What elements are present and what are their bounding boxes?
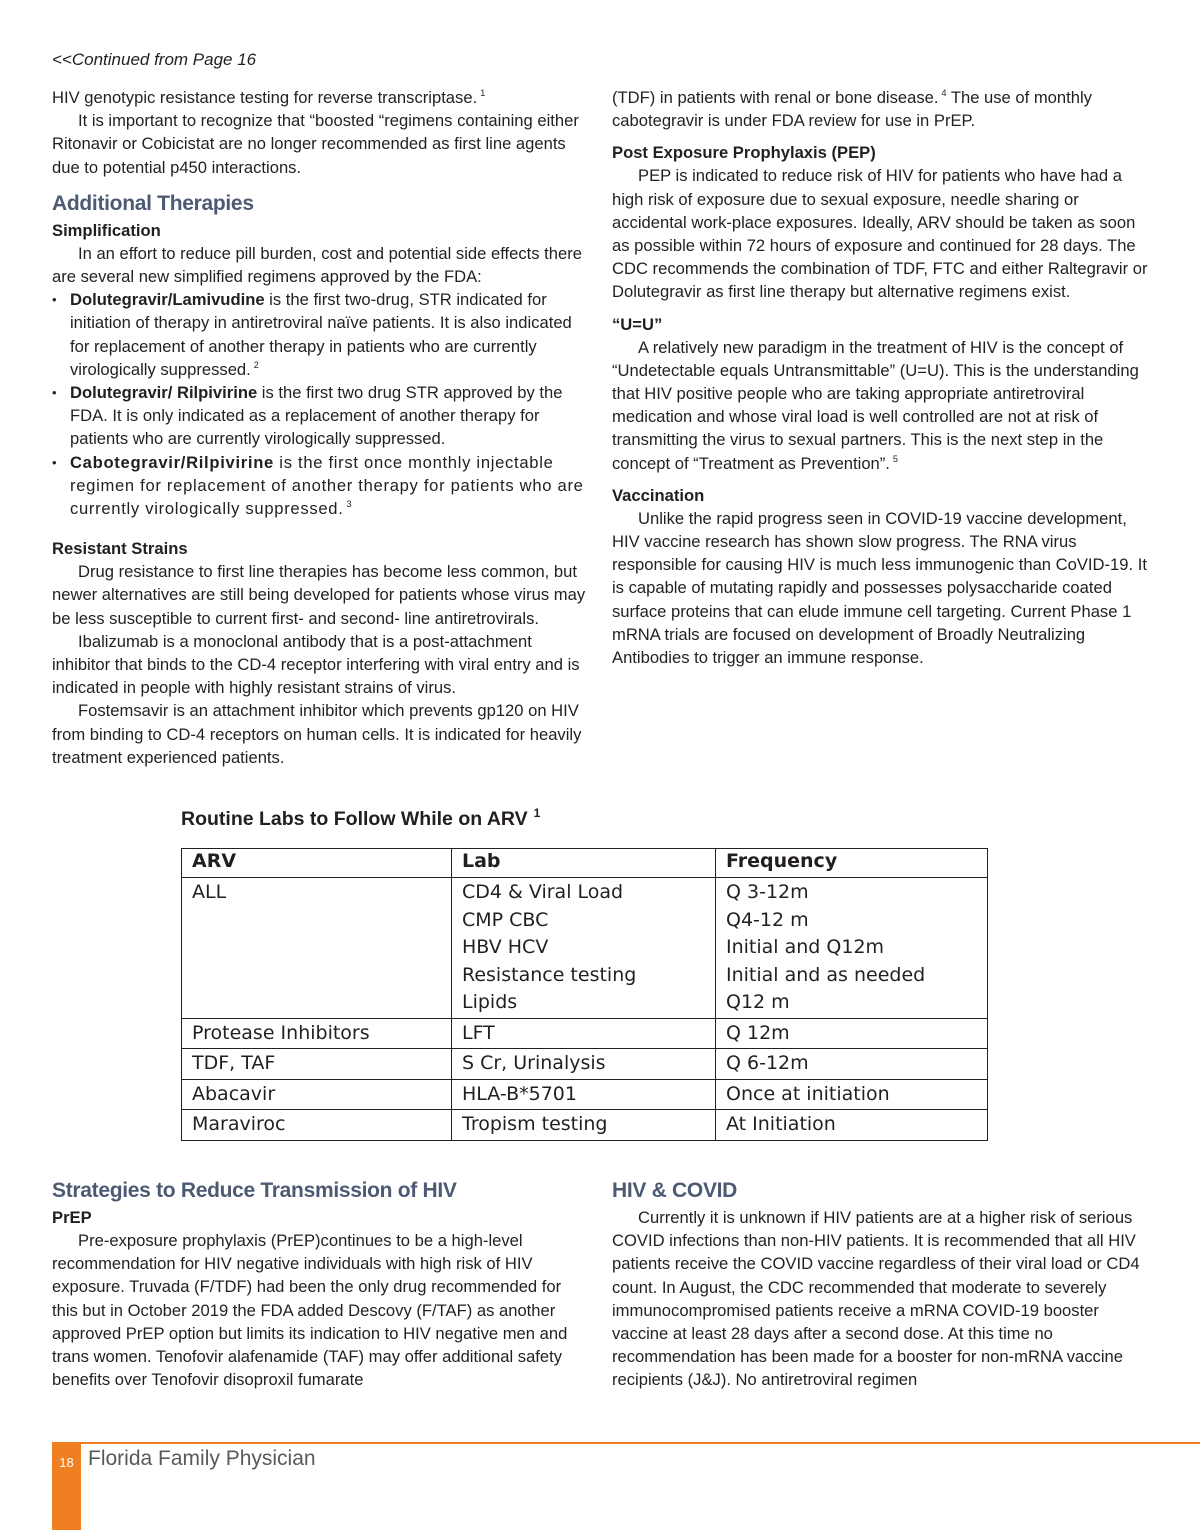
paragraph: Drug resistance to first line therapies has become less common, but newer alternatives are still being developed for patients whose virus may be less susceptible to current first- and second- line antiretrovirals. [52,562,586,628]
frequency-cell: Q 6-12m [716,1049,988,1080]
list-item: • Cabotegravir/Rilpivirine is the first once monthly injectable regimen for replacement of another therapy for patients who are currently virologically suppressed. $^3$ [52,451,592,521]
subsection-heading: Post Exposure Prophylaxis (PEP) [612,143,876,163]
reference-mark: 1 [480,88,486,98]
paragraph: A relatively new paradigm in the treatment of HIV is the concept of “Undetectable equals Untransmittable” (U=U). This is the understanding that HIV positive people who are taking appropriate antiretroviral medication and whose viral load is well controlled are not at risk of transmitting the virus to sexual partners. This is the next step in the concept of “Treatment as Prevention”. $^5$ [612,337,1139,473]
arv-cell: Protease Inhibitors [182,1018,452,1049]
lab-cell: HLA-B*5701 [452,1079,716,1110]
labs-table [181,848,988,1141]
lab-cell: Tropism testing [452,1110,716,1141]
column-header: Frequency [716,849,988,878]
left-column-bottom [52,1168,577,1391]
paragraph: Unlike the rapid progress seen in COVID-19 vaccine development, HIV vaccine research has shown slow progress. The RNA virus responsible for causing HIV is much less immunogenic than CoVID-19. It is capable of mutating rapidly and possesses polysaccharide coated surface proteins that can elude immune cell targeting. Current Phase 1 mRNA trials are focused on development of Broadly Neutralizing Antibodies to trigger an immune response. [612,508,1147,668]
section-heading: Strategies to Reduce Transmission of HIV [52,1179,457,1202]
subsection-heading: PrEP [52,1208,92,1227]
footer-rule [52,1442,1200,1444]
paragraph: PEP is indicated to reduce risk of HIV for patients who have had a high risk of exposure due to sexual exposure, needle sharing or accidental work-place exposures. Ideally, ARV should be taken as soon as possible within 72 hours of exposure and continued for 28 days. The CDC recommends the combination of TDF, FTC and either Raltegravir or Dolutegravir as first line therapy but alternative regimens exist. [612,166,1148,302]
list-item: • Dolutegravir/Lamivudine is the first two-drug, STR indicated for initiation of therapy in antiretroviral naïve patients. It is also indicated for replacement of another therapy in patients who are currently virologically suppressed. $^2$ [52,288,592,381]
bullet-list [52,288,592,520]
continued-note: <<Continued from Page 16 [52,50,257,69]
frequency-cell: Q 3-12m Q4-12 m Initial and Q12m Initial and as needed Q12 m [716,878,988,1019]
right-column-top [612,86,1157,669]
paragraph: Fostemsavir is an attachment inhibitor which prevents gp120 on HIV from binding to CD-4 receptors on human cells. It is indicated for heavily treatment experienced patients. [52,701,582,767]
page-number: 18 [59,1455,74,1470]
lab-cell: S Cr, Urinalysis [452,1049,716,1080]
lab-cell: LFT [452,1018,716,1049]
lab-cell: CD4 & Viral Load CMP CBC HBV HCV Resistance testing Lipids [452,878,716,1019]
paragraph: Pre-exposure prophylaxis (PrEP)continues to be a high-level recommendation for HIV negative individuals with high risk of HIV exposure. Truvada (F/TDF) had been the only drug recommended for this but in October 2019 the FDA added Descovy (F/TAF) as another approved PrEP option but limits its indication to HIV negative men and trans women. Tenofovir alafenamide (TAF) may offer additional safety benefits over Tenofovir disoproxil fumarate [52,1231,568,1390]
subsection-heading: “U=U” [612,314,663,334]
paragraph: In an effort to reduce pill burden, cost and potential side effects there are several new simplified regimens approved by the FDA: [52,243,582,287]
paragraph: HIV genotypic resistance testing for reverse transcriptase. $^1$ [52,88,486,107]
frequency-cell: At Initiation [716,1110,988,1141]
table-title: Routine Labs to Follow While on ARV $^1$ [181,806,541,830]
subsection-heading: Resistant Strains [52,539,188,559]
left-column-top [52,86,592,769]
table-row [182,1049,988,1080]
table-row [182,878,988,1019]
column-header: ARV [182,849,452,878]
list-item: • Dolutegravir/ Rilpivirine is the first two drug STR approved by the FDA. It is only indicated as a replacement of another therapy for patients who are currently virologically suppressed. [52,381,592,451]
arv-cell: TDF, TAF [182,1049,452,1080]
paragraph: It is important to recognize that “boosted “regimens containing either Ritonavir or Cobicistat are no longer recommended as first line agents due to potential p450 interactions. [52,111,579,177]
frequency-cell: Once at initiation [716,1079,988,1110]
table-row [182,1079,988,1110]
paragraph: Currently it is unknown if HIV patients are at a higher risk of serious COVID infections than non-HIV patients. It is recommended that all HIV patients receive the COVID vaccine regardless of their viral load or CD4 count. In August, the CDC recommended that moderate to severely immunocompromised patients receive a mRNA COVID-19 booster vaccine at least 28 days after a second dose. At this time no recommendation has been made for a booster for non-mRNA vaccine recipients (J&J). No antiretroviral regimen [612,1208,1140,1390]
paragraph: Ibalizumab is a monoclonal antibody that is a post-attachment inhibitor that binds to the CD-4 receptor interfering with viral entry and is indicated in people with highly resistant strains of virus. [52,631,580,698]
arv-cell: Maraviroc [182,1110,452,1141]
arv-cell: ALL [182,878,452,1019]
subsection-heading: Simplification [52,220,161,240]
table-row [182,1110,988,1141]
section-heading: HIV & COVID [612,1179,738,1202]
frequency-cell: Q 12m [716,1018,988,1049]
right-column-bottom [612,1168,1157,1392]
table-row [182,1018,988,1049]
subsection-heading: Vaccination [612,485,705,505]
column-header: Lab [452,849,716,878]
table-header-row [182,849,988,878]
section-heading: Additional Therapies [52,191,254,215]
paragraph: (TDF) in patients with renal or bone disease. $^4$ The use of monthly cabotegravir is under FDA review for use in PrEP. [612,88,1092,131]
arv-cell: Abacavir [182,1079,452,1110]
publication-name: Florida Family Physician [88,1447,316,1470]
